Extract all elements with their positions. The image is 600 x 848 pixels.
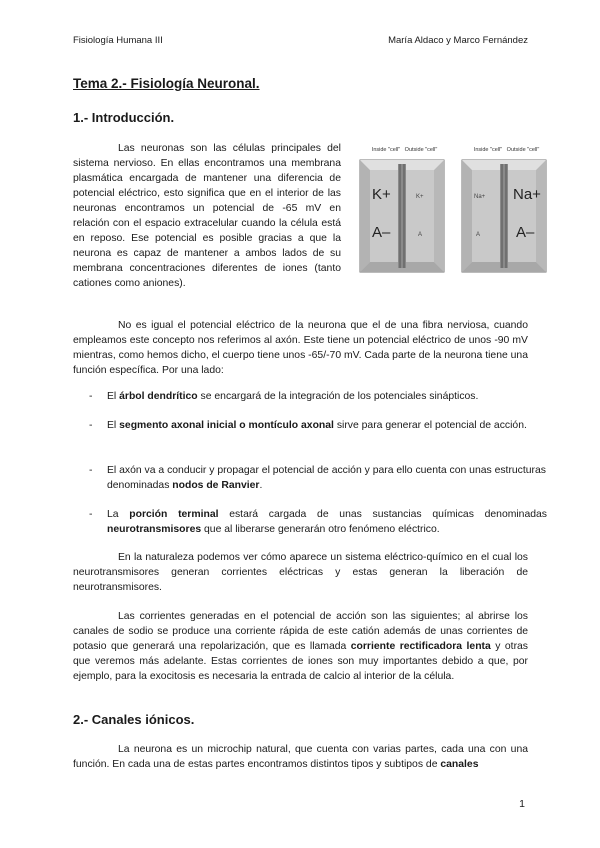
right-anion-small: A — [476, 232, 481, 238]
bullet-item — [89, 463, 547, 493]
header-right: María Aldaco y Marco Fernández — [388, 35, 528, 46]
right-cation-small: Na+ — [474, 194, 486, 200]
header-left: Fisiología Humana III — [73, 35, 163, 46]
paragraph-text: Las corrientes generadas en el potencial de acción son las siguientes; al abrirse los canales de sodio se produce una corriente rápida de este catión además de unas corrientes de potasio que generará una repolarización, que es llamada — [73, 611, 528, 652]
left-cation-small: K+ — [416, 194, 424, 200]
intro-paragraph: Las neuronas son las células principales del sistema nervioso. En ellas encontramos una membrana plasmática encargada de mantener una diferencia de potencial eléctrico, esto significa que en el interior de las neuronas encontramos un potencial de -65 mV en relación con el espacio extracelular cuando la célula está en reposo. Ese potencial es posible gracias a que la neurona es capaz de mantener a ambos lados de su membrana concentraciones diferentes de iones (tanto cationes como aniones). — [73, 143, 341, 289]
bullet-bold-term: segmento axonal inicial o montículo axonal — [119, 420, 334, 431]
ion-figure-svg — [358, 140, 548, 276]
paragraph-text: La neurona es un microchip natural, que cuenta con varias partes, cada una con una función. En cada una de estas partes encontramos distintos tipos y subtipos de — [73, 744, 528, 770]
bullet-text: La — [107, 509, 130, 520]
bullet-item — [89, 418, 547, 433]
bullet-bold-term: neurotransmisores — [107, 524, 202, 535]
paragraph-corrientes — [73, 609, 528, 684]
left-anion-small: A — [418, 232, 423, 238]
right-cation-big: Na+ — [513, 186, 541, 203]
bullet-text: . — [259, 480, 263, 491]
bullet-item — [89, 389, 547, 404]
bullet-text: El axón va a conducir y propagar el potencial de acción y para ello cuenta con unas estructuras denominadas — [107, 465, 546, 491]
left-cation-big: K+ — [372, 186, 391, 203]
ion-membrane-figure — [358, 140, 548, 276]
bullet-text: que al liberarse generarán otro fenómeno eléctrico. — [201, 524, 440, 535]
bullet-bold-term: árbol dendrítico — [119, 391, 198, 402]
potassium-panel — [360, 147, 444, 272]
bullet-text: El — [107, 420, 120, 431]
left-anion-big: A– — [372, 224, 391, 241]
bullet-text: El — [107, 391, 120, 402]
sodium-panel — [462, 147, 546, 272]
bullet-item — [89, 507, 547, 537]
bullet-bold-term: porción terminal — [129, 509, 219, 520]
paragraph-sistema-electroquimico: En la naturaleza podemos ver cómo aparece un sistema eléctrico-químico en el cual los neurotransmisores generan corrientes eléctricas y estas generan la liberación de neurotransmisores. — [73, 552, 528, 593]
section-heading-canales-ionicos: 2.- Canales iónicos. — [73, 712, 195, 727]
bullet-dash: - — [89, 509, 93, 520]
bold-term: canales — [440, 759, 479, 770]
paragraph-microchip — [73, 742, 528, 772]
bullet-dash: - — [89, 420, 93, 431]
bullet-bold-term: nodos de Ranvier — [172, 480, 260, 491]
page-title: Tema 2.- Fisiología Neuronal. — [73, 76, 260, 91]
right-anion-big: A– — [516, 224, 535, 241]
left-outside-label: Outside "cell" — [404, 147, 438, 153]
bullet-text: estará cargada de unas sustancias químicas denominadas — [218, 509, 547, 520]
paragraph-potencial-axon: No es igual el potencial eléctrico de la neurona que el de una fibra nerviosa, cuando empleamos este concepto nos referimos al axón. Este tiene un potencial eléctrico de unos -90 mV mientras, como hemos dicho, el cuerpo tiene unos -65/-70 mV. Cada parte de la neurona tiene una función específica. Por una lado: — [73, 320, 528, 376]
bullet-text: se encargará de la integración de los potenciales sinápticos. — [197, 391, 479, 402]
bold-term: corriente rectificadora lenta — [350, 641, 491, 652]
page-number: 1 — [519, 798, 525, 810]
left-inside-label: Inside "cell" — [371, 147, 401, 153]
paragraph-text: y otras que veremos más adelante. Estas corrientes de iones son muy importantes debido a que, por ejemplo, para la exocitosis es necesaria la entrada de calcio al interior de la célula. — [73, 641, 529, 682]
bullet-text: sirve para generar el potencial de acción. — [333, 420, 527, 431]
section-heading-introduccion: 1.- Introducción. — [73, 110, 175, 125]
bullet-dash: - — [89, 465, 93, 476]
right-inside-label: Inside "cell" — [473, 147, 503, 153]
right-outside-label: Outside "cell" — [506, 147, 540, 153]
bullet-dash: - — [89, 391, 93, 402]
